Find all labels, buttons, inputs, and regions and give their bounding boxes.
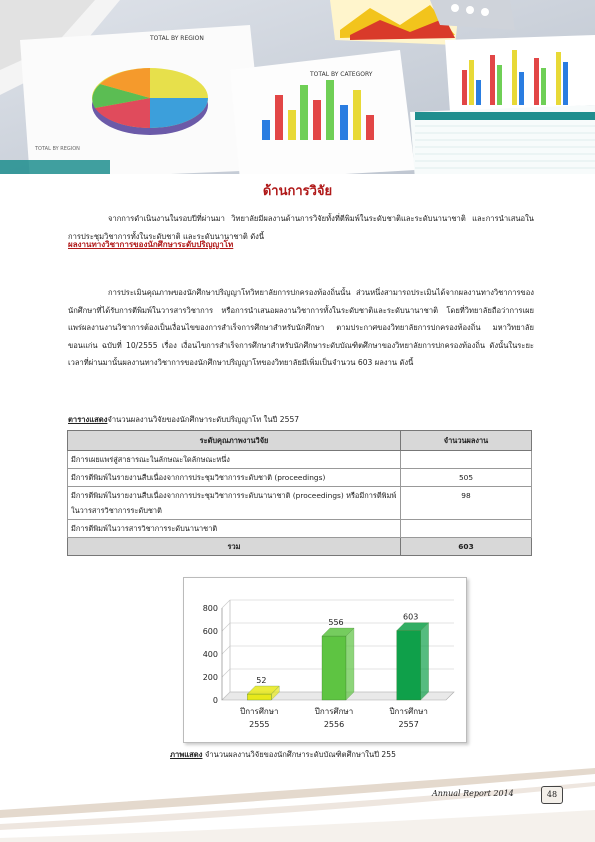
y-tick-label: 0 xyxy=(212,696,218,705)
page-number: 48 xyxy=(541,786,563,804)
row-label: มีการตีพิมพ์ในรายงานสืบเนื่องจากการประชุมวิชาการระดับชาติ (proceedings) xyxy=(68,469,401,487)
table-caption-prefix: ตารางแสดง xyxy=(68,415,108,424)
row-label: มีการตีพิมพ์ในวารสารวิชาการระดับนานาชาติ xyxy=(68,520,401,538)
research-bar-chart xyxy=(183,577,467,743)
body-text: การประเมินคุณภาพของนักศึกษาปริญญาโทวิทยาลัยการปกครองท้องถิ่นนั้น ส่วนหนึ่งสามารถประเมินได้จากผลงานทางวิชาการของนักศึกษาที่ได้รับการตีพิมพ์ในวารสารวิชาการ หรือการนำเสนอผลงานวิชาการทั้งในระดับชาติและระดับนานาชาติ โดยที่วิทยาลัยถือว่าการเผยแพร่ผลงานงานวิชาการต้องเป็นเงื่อนไขของการสำเร็จการศึกษาสำหรับนักศึกษา ตามประกาศของวิทยาลัยการปกครองท้องถิ่น มหาวิทยาลัยขอนแก่น ฉบับที่ 10/2555 เรื่อง เงื่อนไขการสำเร็จการศึกษาสำหรับนักศึกษาระดับบัณฑิตศึกษาของวิทยาลัยการปกครองท้องถิ่น ดังนั้นในระยะเวลาที่ผ่านมานั้นผลงานทางวิชาการของนักศึกษาปริญญาโทของวิทยาลัยมีเพิ่มเป็นจำนวน 603 ผลงาน ดังนี้ xyxy=(68,288,534,367)
bar-data-label: 52 xyxy=(256,676,267,686)
table-total-row xyxy=(68,538,532,556)
banner-chart-title-2: TOTAL BY CATEGORY xyxy=(310,71,373,78)
gridline-diagonal xyxy=(222,600,230,608)
y-tick-label: 400 xyxy=(202,650,218,659)
bar-side xyxy=(346,628,354,700)
sub-heading: ผลงานทางวิชาการของนักศึกษาระดับปริญญาโท xyxy=(68,240,234,249)
chart-canvas xyxy=(184,578,466,742)
x-category-label: 2555 xyxy=(249,720,270,729)
footer-swoosh-decoration xyxy=(0,760,595,842)
table-caption-text: จำนวนผลงานวิจัยของนักศึกษาระดับปริญญาโท ในปี 2557 xyxy=(107,415,300,424)
body-paragraph xyxy=(68,284,534,372)
table-caption xyxy=(68,414,299,426)
gridline-diagonal xyxy=(222,669,230,677)
bar-front xyxy=(397,631,421,700)
row-label: มีการเผยแพร่สู่สาธารณะในลักษณะใดลักษณะหนึ่ง xyxy=(68,451,401,469)
header-photo-banner xyxy=(0,0,595,180)
row-value: 505 xyxy=(401,469,532,487)
row-value: 98 xyxy=(401,487,532,520)
table-row xyxy=(68,469,532,487)
figure-caption-text: จำนวนผลงานวิจัยของนักศึกษาระดับบัณฑิตศึกษาในปี 255 xyxy=(202,750,396,759)
total-label: รวม xyxy=(68,538,401,556)
x-category-label: 2556 xyxy=(323,720,345,729)
banner-chart-title-1: TOTAL BY REGION xyxy=(150,35,204,42)
research-output-table xyxy=(67,430,532,556)
footer-report-title: Annual Report 2014 xyxy=(432,789,514,798)
section-title: ด้านการวิจัย xyxy=(262,184,333,199)
gridline-diagonal xyxy=(222,623,230,631)
intro-text: จากการดำเนินงานในรอบปีที่ผ่านมา วิทยาลัยมีผลงานด้านการวิจัยทั้งที่ตีพิมพ์ในระดับชาติและระดับนานาชาติ และการนำเสนอในการประชุมวิชาการทั้งในระดับชาติ และระดับนานาชาติ ดังนี้ xyxy=(68,214,534,241)
bar-front xyxy=(322,636,346,700)
banner-illustration xyxy=(0,0,595,180)
x-category-label: ปีการศึกษา xyxy=(240,707,279,716)
table-row xyxy=(68,520,532,538)
y-tick-label: 800 xyxy=(202,604,218,613)
gridline-diagonal xyxy=(222,646,230,654)
row-label: มีการตีพิมพ์ในรายงานสืบเนื่องจากการประชุมวิชาการระดับนานาชาติ (proceedings) หรือมีการตีพิมพ์ในวารสารวิชาการระดับชาติ xyxy=(68,487,401,520)
x-category-label: ปีการศึกษา xyxy=(314,707,354,716)
y-tick-label: 600 xyxy=(202,627,218,636)
banner-chart-title-3: TOTAL BY REGION xyxy=(35,146,80,152)
table-row xyxy=(68,487,532,520)
figure-caption-prefix: ภาพแสดง xyxy=(170,750,203,759)
total-value: 603 xyxy=(401,538,532,556)
bar-data-label: 556 xyxy=(328,618,344,628)
row-value xyxy=(401,451,532,469)
x-category-label: ปีการศึกษา xyxy=(389,707,428,716)
table-header-row xyxy=(68,431,532,451)
header-count: จำนวนผลงาน xyxy=(401,431,532,451)
y-tick-label: 200 xyxy=(202,673,218,682)
row-value xyxy=(401,520,532,538)
table-row xyxy=(68,451,532,469)
x-category-label: 2557 xyxy=(398,720,419,729)
bar-side xyxy=(421,623,429,700)
header-quality-level: ระดับคุณภาพงานวิจัย xyxy=(68,431,401,451)
bar-front xyxy=(247,694,271,700)
bar-data-label: 603 xyxy=(403,612,419,622)
